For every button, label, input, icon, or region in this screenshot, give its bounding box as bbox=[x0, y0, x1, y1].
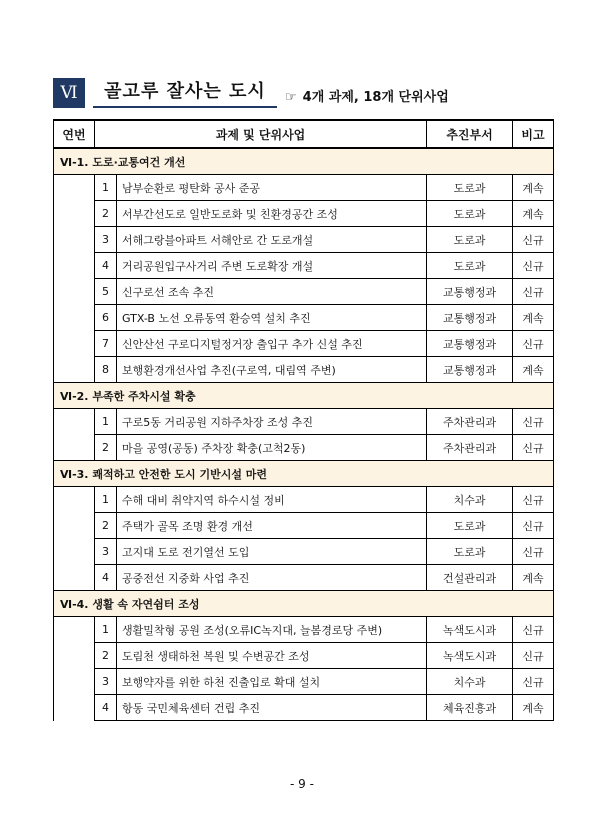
item-remark: 신규 bbox=[513, 435, 554, 461]
item-department: 주차관리과 bbox=[427, 409, 513, 435]
item-name: 마을 공영(공동) 주차장 확충(고척2동) bbox=[117, 435, 427, 461]
item-name: 공중전선 지중화 사업 추진 bbox=[117, 565, 427, 591]
header-remarks: 비고 bbox=[513, 120, 554, 148]
item-name: 거리공원입구사거리 주변 도로확장 개설 bbox=[117, 253, 427, 279]
category-title: Ⅵ-1. 도로·교통여건 개선 bbox=[54, 148, 554, 175]
table-row bbox=[54, 435, 554, 461]
item-remark: 계속 bbox=[513, 175, 554, 201]
indent-cell bbox=[54, 253, 95, 279]
item-department: 도로과 bbox=[427, 201, 513, 227]
item-remark: 계속 bbox=[513, 695, 554, 721]
item-remark: 계속 bbox=[513, 565, 554, 591]
table-row bbox=[54, 513, 554, 539]
item-number: 3 bbox=[95, 227, 117, 253]
item-name: GTX-B 노선 오류동역 환승역 설치 추진 bbox=[117, 305, 427, 331]
item-number: 3 bbox=[95, 669, 117, 695]
indent-cell bbox=[54, 617, 95, 643]
item-number: 2 bbox=[95, 643, 117, 669]
item-name: 서해그랑블아파트 서해안로 간 도로개설 bbox=[117, 227, 427, 253]
category-row bbox=[54, 148, 554, 175]
item-department: 도로과 bbox=[427, 513, 513, 539]
indent-cell bbox=[54, 565, 95, 591]
table-row bbox=[54, 409, 554, 435]
item-number: 1 bbox=[95, 617, 117, 643]
item-department: 녹색도시과 bbox=[427, 643, 513, 669]
item-department: 녹색도시과 bbox=[427, 617, 513, 643]
category-row bbox=[54, 461, 554, 487]
item-name: 신안산선 구로디지털정거장 출입구 추가 신설 추진 bbox=[117, 331, 427, 357]
category-title: Ⅵ-4. 생활 속 자연쉼터 조성 bbox=[54, 591, 554, 617]
item-number: 4 bbox=[95, 695, 117, 721]
item-department: 도로과 bbox=[427, 253, 513, 279]
project-table bbox=[53, 119, 554, 721]
table-row bbox=[54, 539, 554, 565]
table-row bbox=[54, 669, 554, 695]
item-number: 4 bbox=[95, 253, 117, 279]
table-row bbox=[54, 331, 554, 357]
category-title: Ⅵ-2. 부족한 주차시설 확충 bbox=[54, 383, 554, 409]
item-number: 7 bbox=[95, 331, 117, 357]
item-department: 체육진흥과 bbox=[427, 695, 513, 721]
item-remark: 계속 bbox=[513, 357, 554, 383]
category-title: Ⅵ-3. 쾌적하고 안전한 도시 기반시설 마련 bbox=[54, 461, 554, 487]
indent-cell bbox=[54, 201, 95, 227]
table-header-row bbox=[54, 120, 554, 148]
table-row bbox=[54, 487, 554, 513]
table-row bbox=[54, 617, 554, 643]
table-row bbox=[54, 565, 554, 591]
indent-cell bbox=[54, 643, 95, 669]
indent-cell bbox=[54, 357, 95, 383]
section-title: 골고루 잘사는 도시 bbox=[93, 78, 277, 108]
item-remark: 계속 bbox=[513, 201, 554, 227]
item-name: 도림천 생태하천 복원 및 수변공간 조성 bbox=[117, 643, 427, 669]
item-name: 항동 국민체육센터 건립 추진 bbox=[117, 695, 427, 721]
item-department: 도로과 bbox=[427, 539, 513, 565]
item-name: 고지대 도로 전기열선 도입 bbox=[117, 539, 427, 565]
table-row bbox=[54, 305, 554, 331]
indent-cell bbox=[54, 279, 95, 305]
table-row bbox=[54, 279, 554, 305]
item-remark: 신규 bbox=[513, 539, 554, 565]
item-name: 생활밀착형 공원 조성(오류IC녹지대, 늘봄경로당 주변) bbox=[117, 617, 427, 643]
section-number-badge: Ⅵ bbox=[53, 78, 85, 108]
indent-cell bbox=[54, 435, 95, 461]
item-number: 8 bbox=[95, 357, 117, 383]
indent-cell bbox=[54, 175, 95, 201]
category-row bbox=[54, 591, 554, 617]
item-number: 1 bbox=[95, 409, 117, 435]
item-remark: 신규 bbox=[513, 253, 554, 279]
item-department: 치수과 bbox=[427, 487, 513, 513]
item-number: 6 bbox=[95, 305, 117, 331]
item-remark: 신규 bbox=[513, 643, 554, 669]
item-department: 교통행정과 bbox=[427, 331, 513, 357]
table-row bbox=[54, 175, 554, 201]
item-name: 신구로선 조속 추진 bbox=[117, 279, 427, 305]
table-row bbox=[54, 357, 554, 383]
item-department: 건설관리과 bbox=[427, 565, 513, 591]
table-row bbox=[54, 643, 554, 669]
table-row bbox=[54, 201, 554, 227]
item-department: 교통행정과 bbox=[427, 279, 513, 305]
indent-cell bbox=[54, 669, 95, 695]
item-name: 남부순환로 평탄화 공사 준공 bbox=[117, 175, 427, 201]
item-name: 구로5동 거리공원 지하주차장 조성 추진 bbox=[117, 409, 427, 435]
item-name: 보행약자를 위한 하천 진출입로 확대 설치 bbox=[117, 669, 427, 695]
item-department: 도로과 bbox=[427, 175, 513, 201]
table-row bbox=[54, 695, 554, 721]
item-remark: 신규 bbox=[513, 669, 554, 695]
item-department: 치수과 bbox=[427, 669, 513, 695]
indent-cell bbox=[54, 695, 95, 721]
item-remark: 계속 bbox=[513, 305, 554, 331]
header-project: 과제 및 단위사업 bbox=[95, 120, 427, 148]
item-number: 2 bbox=[95, 201, 117, 227]
item-number: 1 bbox=[95, 175, 117, 201]
section-subtitle bbox=[285, 86, 449, 105]
item-name: 수해 대비 취약지역 하수시설 정비 bbox=[117, 487, 427, 513]
item-department: 도로과 bbox=[427, 227, 513, 253]
indent-cell bbox=[54, 487, 95, 513]
section-subtitle-text: 4개 과제, 18개 단위사업 bbox=[302, 90, 449, 105]
item-remark: 신규 bbox=[513, 513, 554, 539]
item-name: 서부간선도로 일반도로화 및 친환경공간 조성 bbox=[117, 201, 427, 227]
table-row bbox=[54, 227, 554, 253]
indent-cell bbox=[54, 227, 95, 253]
item-number: 2 bbox=[95, 435, 117, 461]
item-number: 4 bbox=[95, 565, 117, 591]
item-number: 3 bbox=[95, 539, 117, 565]
page-number: - 9 - bbox=[290, 777, 314, 791]
item-number: 5 bbox=[95, 279, 117, 305]
item-department: 교통행정과 bbox=[427, 305, 513, 331]
indent-cell bbox=[54, 331, 95, 357]
item-remark: 신규 bbox=[513, 617, 554, 643]
indent-cell bbox=[54, 513, 95, 539]
item-number: 2 bbox=[95, 513, 117, 539]
item-number: 1 bbox=[95, 487, 117, 513]
item-remark: 신규 bbox=[513, 409, 554, 435]
item-name: 보행환경개선사업 추진(구로역, 대림역 주변) bbox=[117, 357, 427, 383]
header-department: 추진부서 bbox=[427, 120, 513, 148]
indent-cell bbox=[54, 305, 95, 331]
item-department: 주차관리과 bbox=[427, 435, 513, 461]
header-number: 연번 bbox=[54, 120, 95, 148]
item-remark: 신규 bbox=[513, 331, 554, 357]
item-remark: 신규 bbox=[513, 279, 554, 305]
category-row bbox=[54, 383, 554, 409]
section-header bbox=[53, 78, 553, 110]
pointing-hand-icon: ☞ bbox=[285, 90, 297, 105]
item-remark: 신규 bbox=[513, 487, 554, 513]
indent-cell bbox=[54, 539, 95, 565]
item-remark: 신규 bbox=[513, 227, 554, 253]
item-department: 교통행정과 bbox=[427, 357, 513, 383]
table-body bbox=[54, 148, 554, 721]
indent-cell bbox=[54, 409, 95, 435]
item-name: 주택가 골목 조명 환경 개선 bbox=[117, 513, 427, 539]
table-row bbox=[54, 253, 554, 279]
